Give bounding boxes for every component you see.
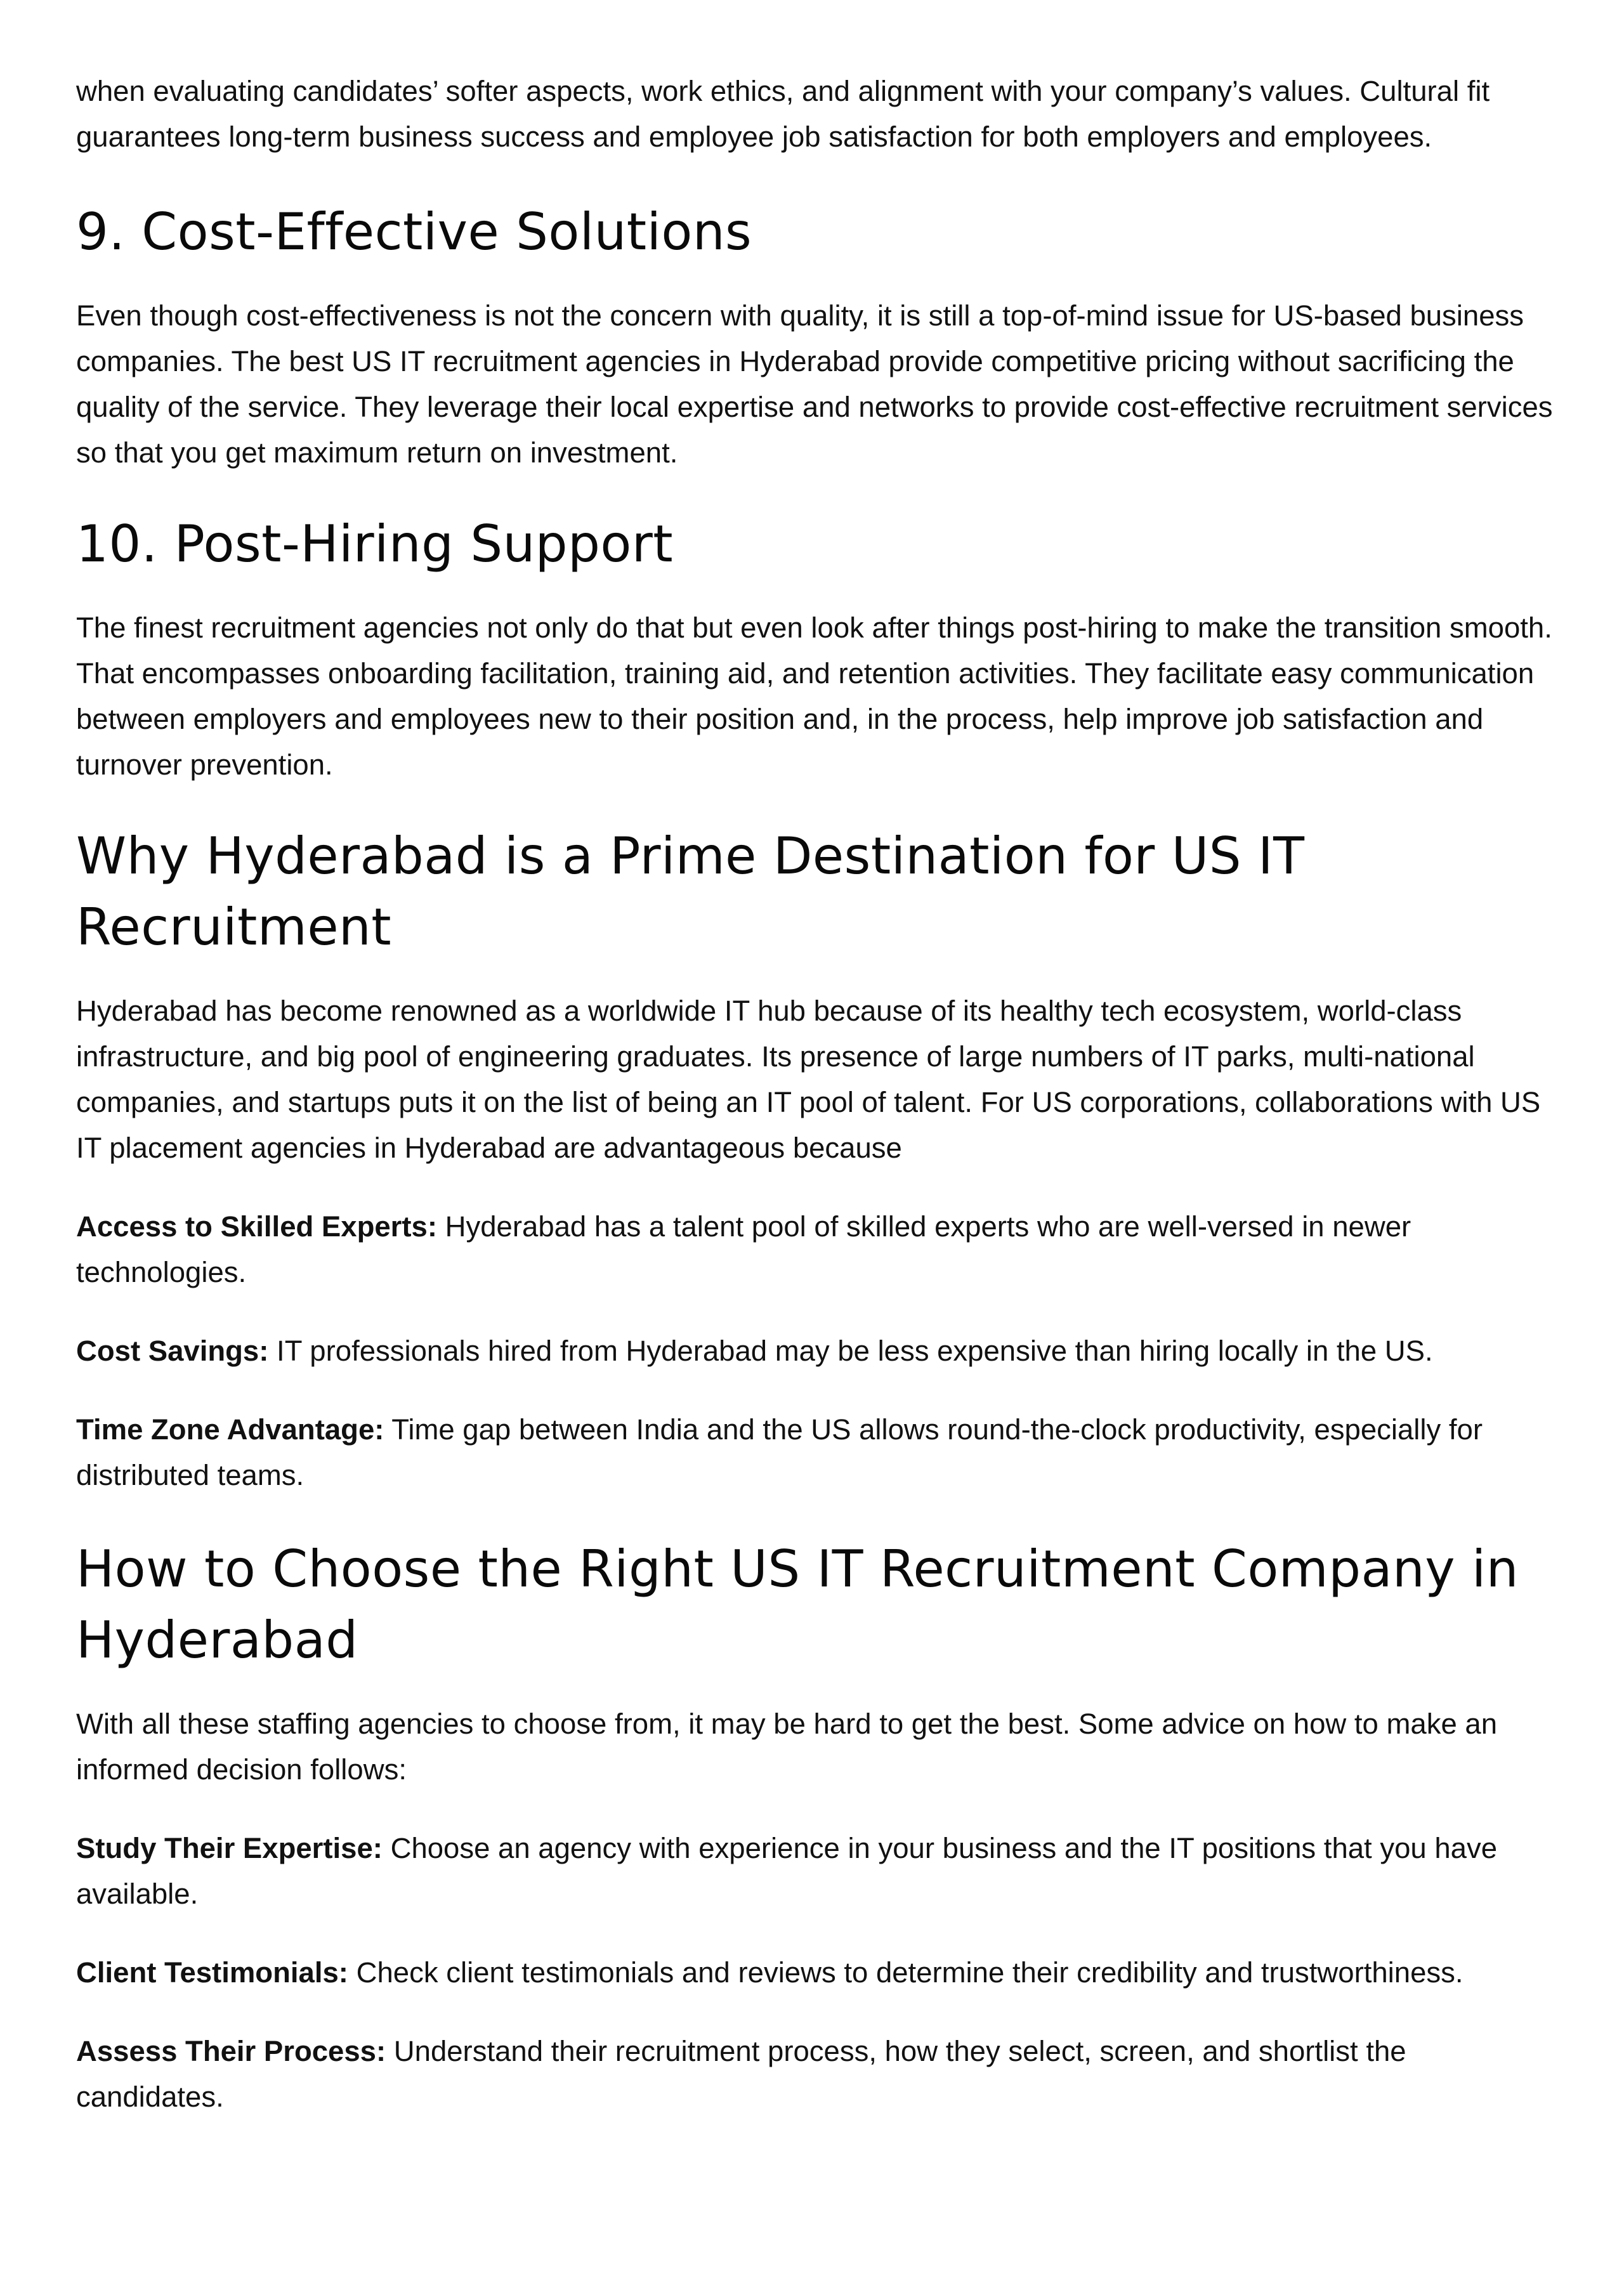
- section-9-heading: 9. Cost-Effective Solutions: [76, 202, 752, 261]
- benefit-label: Access to Skilled Experts:: [76, 1210, 437, 1243]
- advice-item: [76, 1826, 1561, 1917]
- benefit-label: Cost Savings:: [76, 1335, 269, 1367]
- section-10-heading: 10. Post-Hiring Support: [76, 514, 674, 573]
- benefit-item: [76, 1204, 1561, 1295]
- advice-text: Understand their recruitment process, how they select, screen, and shortlist the candidates.: [76, 2035, 1406, 2113]
- advice-text: Check client testimonials and reviews to determine their credibility and trustworthiness.: [348, 1956, 1464, 1989]
- benefit-text: Hyderabad has a talent pool of skilled experts who are well-versed in newer technologies.: [76, 1210, 1411, 1288]
- how-to-choose-heading: How to Choose the Right US IT Recruitment Company in Hyderabad: [76, 1540, 1519, 1670]
- advice-text: Choose an agency with experience in your business and the IT positions that you have available.: [76, 1832, 1497, 1910]
- benefit-text: IT professionals hired from Hyderabad may be less expensive than hiring locally in the US.: [268, 1335, 1433, 1367]
- advice-label: Assess Their Process:: [76, 2035, 386, 2067]
- why-hyderabad-paragraph: Hyderabad has become renowned as a worldwide IT hub because of its healthy tech ecosystem, world-class infrastructure, and big pool of engineering graduates. Its presence of large numbers of IT parks, multi-national companies, and startups puts it on the list of being an IT pool of talent. For US corporations, collaborations with US IT placement agencies in Hyderabad are advantageous because: [76, 995, 1541, 1164]
- document-page: [76, 69, 1561, 2153]
- advice-label: Study Their Expertise:: [76, 1832, 383, 1864]
- section-9-paragraph: Even though cost-effectiveness is not the concern with quality, it is still a top-of-mind issue for US-based business companies. The best US IT recruitment agencies in Hyderabad provide competitive pricing without sacrificing the quality of the service. They leverage their local expertise and networks to provide cost-effective recruitment services so that you get maximum return on investment.: [76, 299, 1553, 469]
- intro-paragraph: when evaluating candidates’ softer aspects, work ethics, and alignment with your company’s values. Cultural fit guarantees long-term business success and employee job satisfaction for both employers and employees.: [76, 75, 1490, 153]
- advice-item: [76, 1950, 1561, 1996]
- benefit-item: [76, 1328, 1561, 1374]
- advice-label: Client Testimonials:: [76, 1956, 348, 1989]
- benefit-text: Time gap between India and the US allows round-the-clock productivity, especially for distributed teams.: [76, 1413, 1483, 1491]
- advice-item: [76, 2029, 1561, 2120]
- section-10-paragraph: The finest recruitment agencies not only do that but even look after things post-hiring to make the transition smooth. That encompasses onboarding facilitation, training aid, and retention activities. They facilitate easy communication between employers and employees new to their position and, in the process, help improve job satisfaction and turnover prevention.: [76, 611, 1552, 781]
- benefit-label: Time Zone Advantage:: [76, 1413, 384, 1446]
- benefit-item: [76, 1407, 1561, 1498]
- why-hyderabad-heading: Why Hyderabad is a Prime Destination for US IT Recruitment: [76, 827, 1305, 957]
- how-to-choose-paragraph: With all these staffing agencies to choose from, it may be hard to get the best. Some advice on how to make an informed decision follows:: [76, 1708, 1498, 1786]
